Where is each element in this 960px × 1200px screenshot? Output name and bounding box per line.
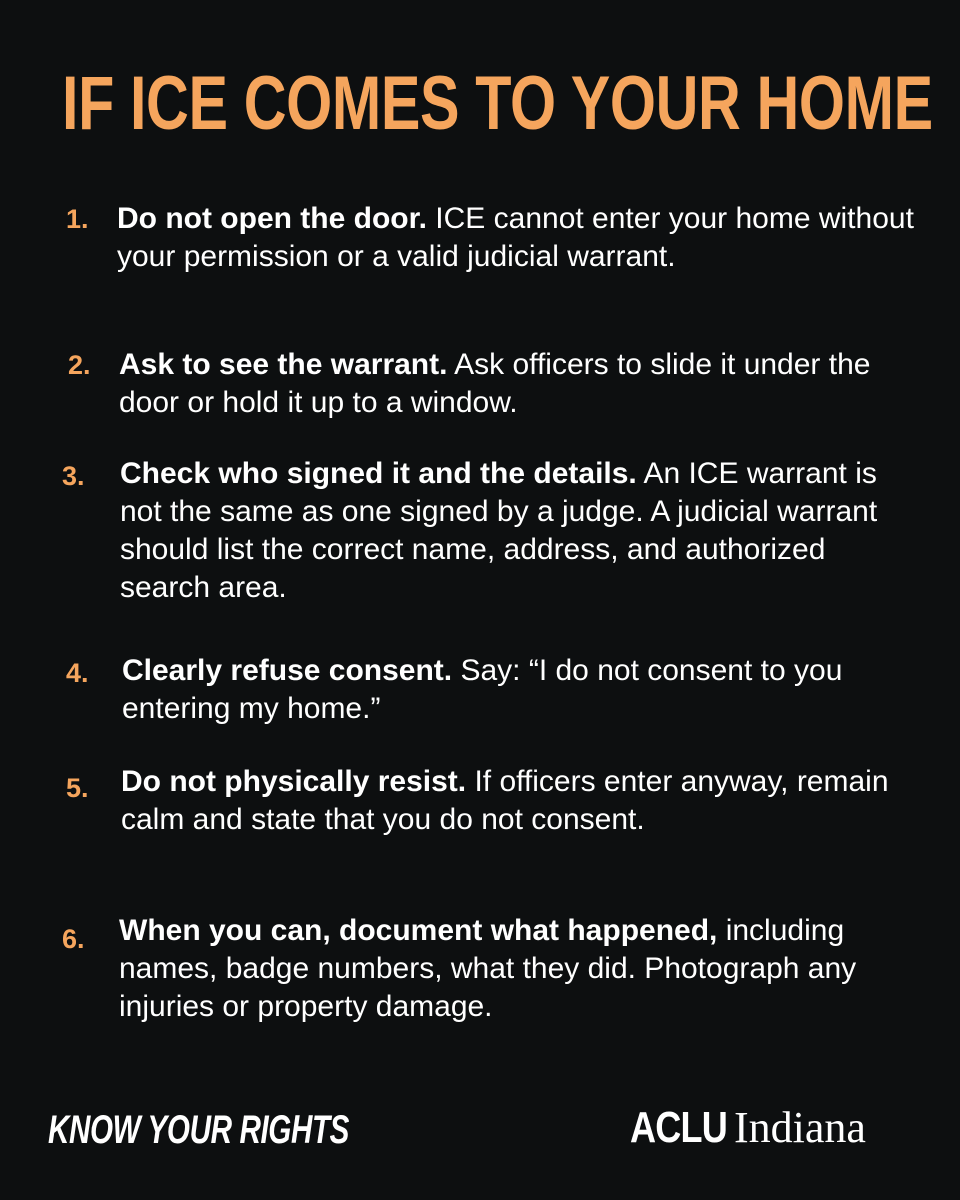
item-bold-text: Do not open the door.	[117, 202, 427, 235]
item-bold-text: Do not physically resist.	[121, 765, 467, 798]
item-body-text: If officers enter anyway, remain calm and state that you do not consent.	[121, 765, 889, 836]
logo-org-text: ACLU	[630, 1103, 727, 1152]
item-number: 1.	[66, 204, 89, 234]
item-bold-text: When you can, document what happened,	[119, 914, 718, 947]
item-text	[120, 455, 920, 607]
item-text	[117, 200, 917, 276]
item-bold-text: Clearly refuse consent.	[122, 654, 453, 687]
item-text	[122, 652, 922, 728]
item-bold-text: Check who signed it and the details.	[120, 457, 637, 490]
know-your-rights-tagline: KNOW YOUR RIGHTS	[48, 1108, 350, 1152]
item-body-text: ICE cannot enter your home without your permission or a valid judicial warrant.	[117, 202, 914, 273]
logo-state-text: Indiana	[734, 1103, 866, 1152]
item-bold-text: Ask to see the warrant.	[119, 348, 448, 381]
item-body-text: Ask officers to slide it under the door or hold it up to a window.	[119, 348, 871, 419]
item-number: 3.	[62, 461, 85, 491]
item-body-text: including names, badge numbers, what they did. Photograph any injuries or property damage.	[119, 914, 857, 1023]
item-number: 5.	[66, 773, 89, 803]
item-body-text: Say: “I do not consent to you entering my home.”	[122, 654, 843, 725]
item-text	[121, 763, 921, 839]
item-body-text: An ICE warrant is not the same as one signed by a judge. A judicial warrant should list the correct name, address, and authorized search area.	[120, 457, 878, 604]
item-text	[119, 346, 919, 422]
aclu-indiana-logo	[630, 1100, 866, 1156]
item-number: 4.	[66, 658, 89, 688]
item-number: 2.	[68, 350, 91, 380]
item-text	[119, 912, 919, 1026]
page-title: IF ICE COMES TO YOUR HOME	[62, 61, 933, 146]
item-number: 6.	[62, 924, 85, 954]
